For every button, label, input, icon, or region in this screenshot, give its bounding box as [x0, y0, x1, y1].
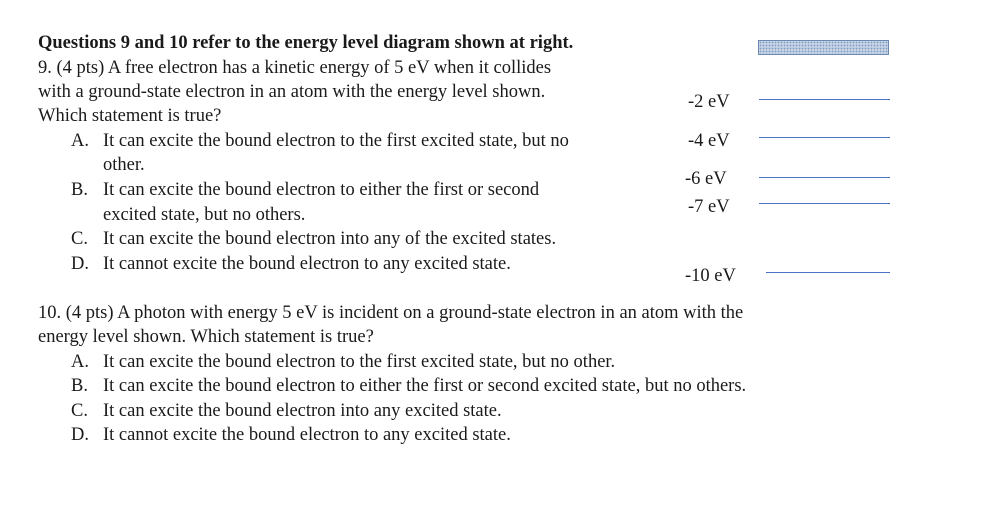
diagram-box — [758, 40, 889, 55]
option-text: It can excite the bound electron into any of the excited states. — [103, 229, 557, 249]
q9-stem-line-2: with a ground-state electron in an atom with the energy level shown. — [38, 82, 546, 102]
option-text: It cannot excite the bound electron to any excited state. — [103, 425, 511, 445]
level-label-4: -7 eV — [688, 197, 730, 217]
option-letter: A. — [71, 131, 89, 151]
option-text: It cannot excite the bound electron to any excited state. — [103, 254, 511, 274]
level-line-4 — [759, 203, 890, 204]
option-letter: D. — [71, 425, 89, 445]
q10-option-c — [71, 400, 502, 422]
option-letter: D. — [71, 254, 89, 274]
q10-option-a — [71, 351, 615, 373]
level-label-5: -10 eV — [685, 266, 736, 286]
q9-option-b-cont: excited state, but no others. — [103, 205, 306, 225]
option-letter: B. — [71, 180, 88, 200]
q9-stem-line-1: 9. (4 pts) A free electron has a kinetic energy of 5 eV when it collides — [38, 58, 552, 78]
level-label-3: -6 eV — [685, 169, 727, 189]
q9-option-a-cont: other. — [103, 155, 145, 175]
option-letter: A. — [71, 352, 89, 372]
q10-stem-line-1: 10. (4 pts) A photon with energy 5 eV is incident on a ground-state electron in an atom with the — [38, 303, 744, 323]
option-letter: C. — [71, 229, 88, 249]
option-text: It can excite the bound electron to either the first or second excited state, but no others. — [103, 376, 747, 396]
option-letter: C. — [71, 401, 88, 421]
q10-option-d — [71, 424, 511, 446]
q10-stem-line-2: energy level shown. Which statement is true? — [38, 327, 374, 347]
q9-option-b — [71, 179, 539, 201]
option-text: It can excite the bound electron into any excited state. — [103, 401, 502, 421]
level-label-1: -2 eV — [688, 92, 730, 112]
option-letter: B. — [71, 376, 88, 396]
option-text: It can excite the bound electron to either the first or second — [103, 180, 540, 200]
q9-option-d — [71, 253, 511, 275]
level-line-5 — [766, 272, 890, 273]
header-title: Questions 9 and 10 refer to the energy level diagram shown at right. — [38, 33, 574, 53]
option-text: It can excite the bound electron to the first excited state, but no — [103, 131, 569, 151]
level-line-1 — [759, 99, 890, 100]
q10-option-b — [71, 375, 746, 397]
q9-stem-line-3: Which statement is true? — [38, 106, 222, 126]
level-label-2: -4 eV — [688, 131, 730, 151]
level-line-2 — [759, 137, 890, 138]
option-text: It can excite the bound electron to the first excited state, but no other. — [103, 352, 616, 372]
q9-option-a — [71, 130, 569, 152]
level-line-3 — [759, 177, 890, 178]
q9-option-c — [71, 228, 556, 250]
